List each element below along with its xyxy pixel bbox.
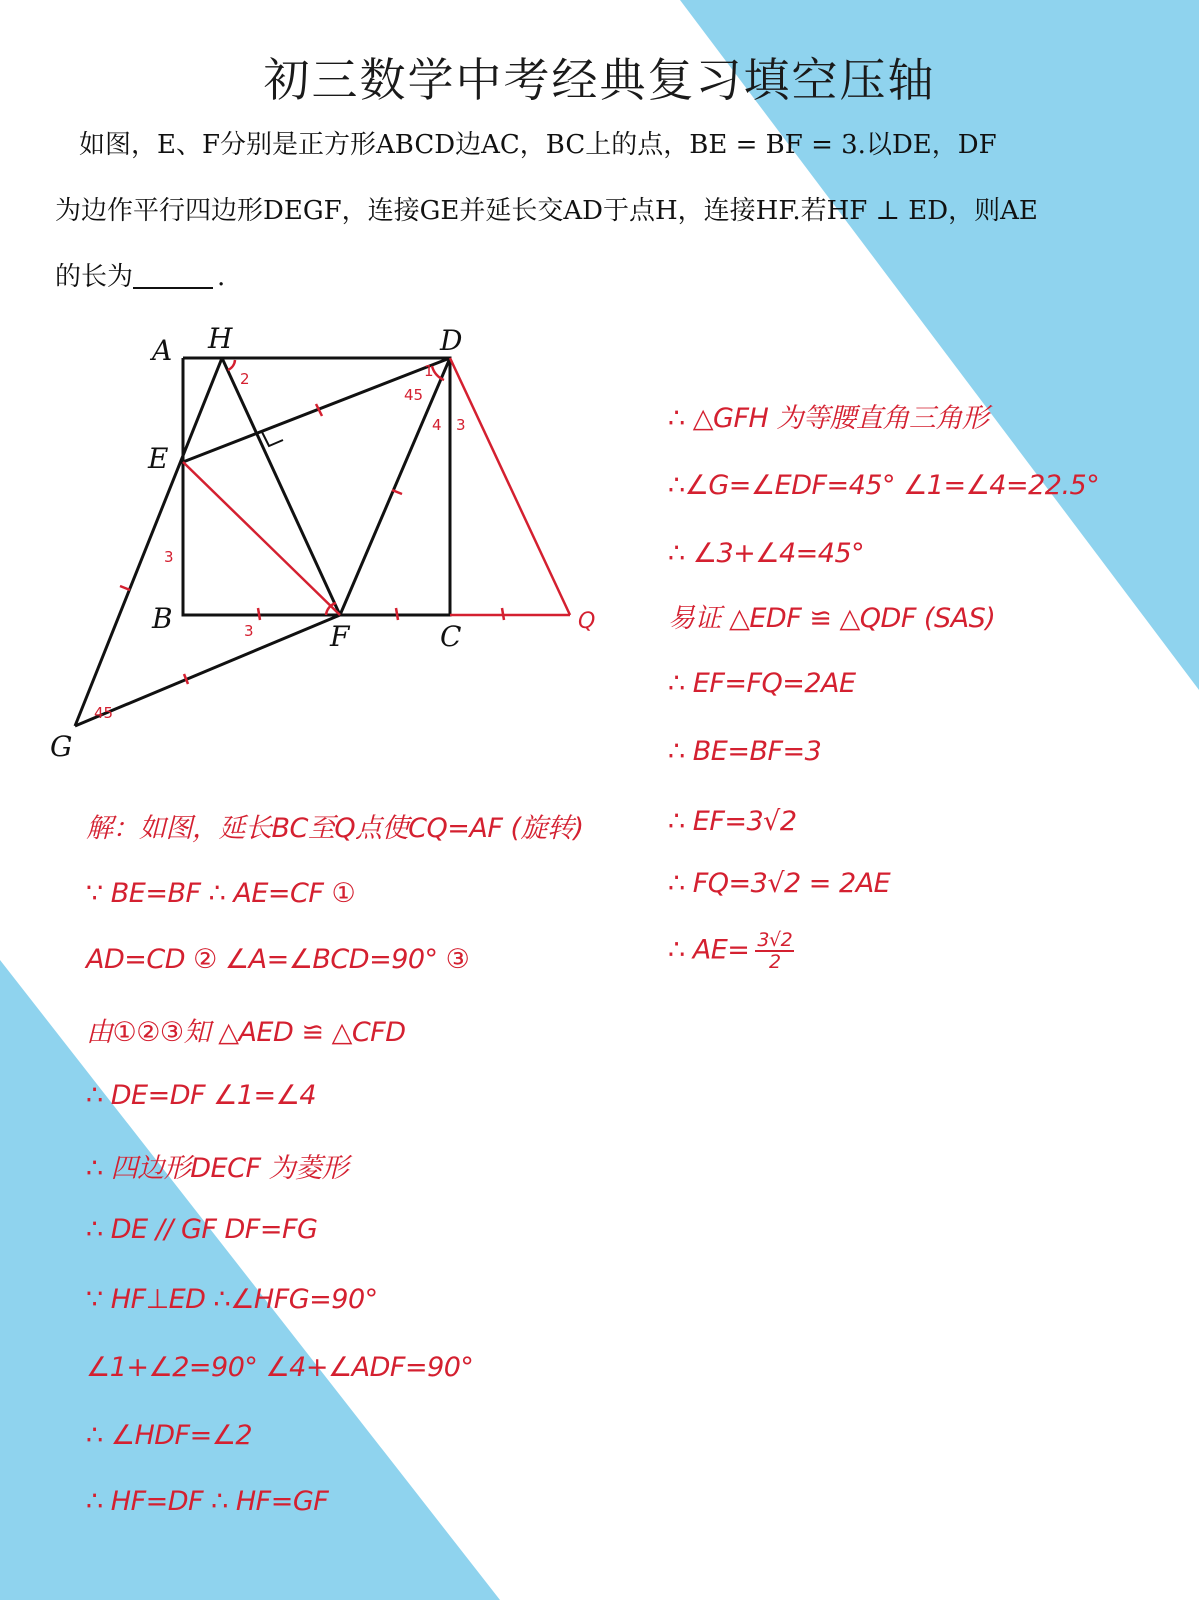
- page-title: 初三数学中考经典复习填空压轴: [263, 53, 936, 107]
- label-e: E: [148, 442, 169, 475]
- right-angle-marker: [262, 432, 283, 446]
- solution-right-9: [668, 930, 794, 972]
- problem-line-3-end: .: [217, 262, 226, 292]
- mark-side-be: 3: [164, 548, 174, 566]
- solution-left-3: AD=CD ② ∠A=∠BCD=90° ③: [86, 944, 470, 975]
- solution-left-4: 由①②③知 △AED ≌ △CFD: [86, 1017, 406, 1048]
- label-a: A: [152, 334, 173, 367]
- solution-left-5: ∴ DE=DF ∠1=∠4: [86, 1080, 317, 1111]
- segment-ef: [183, 462, 340, 615]
- problem-statement: [55, 112, 1155, 310]
- solution-right-3: ∴ ∠3+∠4=45°: [668, 538, 865, 569]
- mark-angle-45: 45: [404, 386, 424, 404]
- solution-left-7: ∴ DE // GF DF=FG: [86, 1214, 318, 1245]
- solution-right-4: 易证 △EDF ≌ △QDF (SAS): [668, 603, 996, 634]
- label-h: H: [208, 322, 233, 355]
- answer-fraction: [755, 930, 794, 972]
- label-d: D: [440, 324, 463, 357]
- label-c: C: [440, 620, 462, 653]
- mark-angle-2: 2: [240, 370, 250, 388]
- mark-angle-g: 45: [94, 704, 114, 722]
- problem-line-2: 为边作平行四边形DEGF，连接GE并延长交AD于点H，连接HF.若HF ⊥ ED，则AE: [55, 196, 1038, 226]
- mark-side-bf: 3: [244, 622, 254, 640]
- fraction-numerator: 3√2: [757, 929, 793, 951]
- tick-ge: [120, 586, 130, 590]
- solution-left-8: ∵ HF⊥ED ∴∠HFG=90°: [86, 1284, 378, 1315]
- segment-gh: [75, 358, 222, 726]
- label-f: F: [330, 620, 350, 653]
- solution-right-8: ∴ FQ=3√2 = 2AE: [668, 868, 891, 899]
- solution-left-6: ∴ 四边形DECF 为菱形: [86, 1153, 349, 1184]
- solution-left-11: ∴ HF=DF ∴ HF=GF: [86, 1486, 329, 1517]
- solution-right-7: ∴ EF=3√2: [668, 806, 797, 837]
- figure-black-lines: [75, 358, 450, 726]
- tick-fc: [396, 608, 398, 620]
- label-g: G: [50, 730, 73, 763]
- fraction-denominator: 2: [769, 951, 781, 973]
- segment-ed: [183, 358, 450, 462]
- segment-hf: [222, 358, 340, 615]
- angle-arc-h: [228, 360, 235, 370]
- problem-line-1: 如图，E、F分别是正方形ABCD边AC，BC上的点，BE = BF = 3.以DE，DF: [79, 130, 997, 160]
- problem-line-3-text: 的长为: [55, 262, 134, 292]
- solution-left-1: 解：如图，延长BC至Q点使CQ=AF (旋转): [86, 813, 584, 844]
- problem-line-3: [55, 244, 1155, 310]
- solution-right-9-text: ∴ AE=: [668, 934, 750, 966]
- label-q: Q: [578, 609, 596, 634]
- mark-angle-3: 3: [456, 416, 466, 434]
- segment-df: [340, 358, 450, 615]
- solution-left-2: ∵ BE=BF ∴ AE=CF ①: [86, 878, 356, 909]
- solution-right-6: ∴ BE=BF=3: [668, 736, 822, 767]
- segment-gf: [75, 615, 340, 726]
- tick-bf: [258, 608, 260, 620]
- mark-angle-1: 1: [424, 362, 434, 380]
- segment-dq: [450, 358, 570, 615]
- solution-left-9: ∠1+∠2=90° ∠4+∠ADF=90°: [86, 1352, 474, 1383]
- solution-left-10: ∴ ∠HDF=∠2: [86, 1420, 253, 1451]
- solution-right-2: ∴∠G=∠EDF=45° ∠1=∠4=22.5°: [668, 470, 1100, 501]
- geometry-figure: [40, 318, 620, 778]
- label-b: B: [152, 602, 173, 635]
- tick-cq: [502, 608, 504, 620]
- solution-right-1: ∴ △GFH 为等腰直角三角形: [668, 403, 989, 434]
- mark-angle-4: 4: [432, 416, 442, 434]
- solution-right-5: ∴ EF=FQ=2AE: [668, 668, 856, 699]
- answer-blank: [133, 259, 213, 289]
